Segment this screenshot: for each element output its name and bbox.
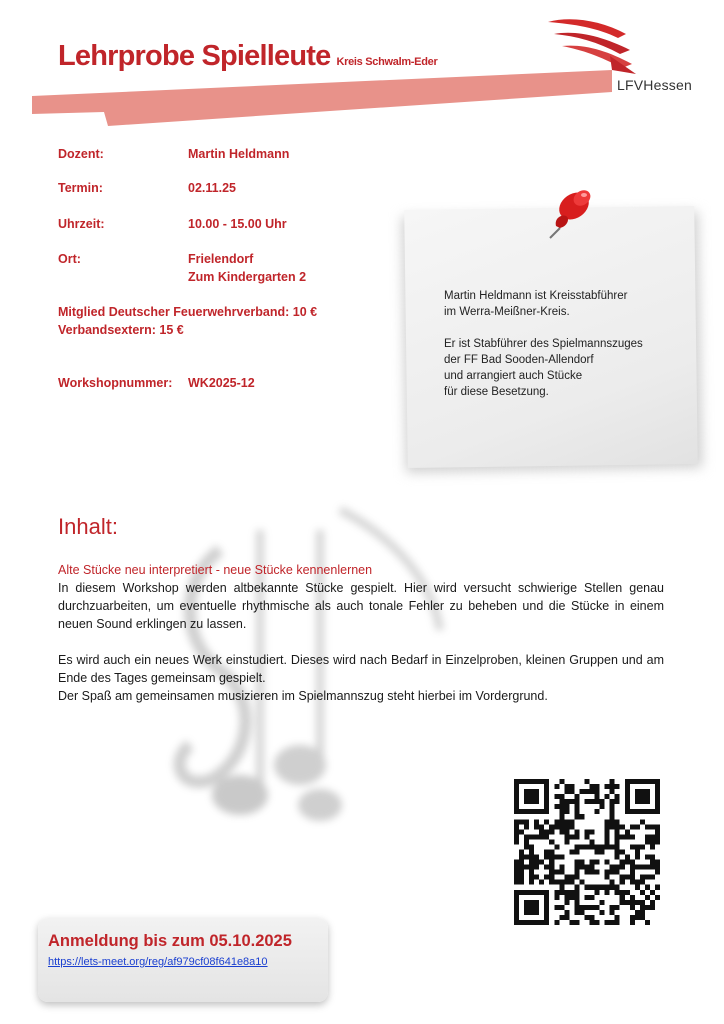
content-body (58, 561, 664, 705)
note-line: im Werra-Meißner-Kreis. (444, 306, 570, 318)
dozent-label: Dozent: (58, 147, 104, 161)
lfv-hessen-logo (540, 14, 640, 76)
note-line: und arrangiert auch Stücke (444, 370, 583, 382)
content-lead: Alte Stücke neu interpretiert - neue Stücke kennenlernen (58, 563, 373, 577)
content-paragraph-3: Der Spaß am gemeinsamen musizieren im Spielmannszug steht hierbei im Vordergrund. (58, 689, 548, 703)
price-member: Mitglied Deutscher Feuerwehrverband: 10 € (58, 305, 318, 319)
page-subtitle: Kreis Schwalm-Eder (336, 56, 438, 68)
registration-title: Anmeldung bis zum 05.10.2025 (48, 932, 292, 950)
dozent-value: Martin Heldmann (188, 147, 290, 161)
title-text: Lehrprobe Spielleute (58, 40, 331, 72)
note-line: Er ist Stabführer des Spielmannszuges (444, 338, 643, 350)
note-text (444, 288, 684, 416)
price-external: Verbandsextern: 15 € (58, 323, 184, 337)
note-paragraph-2 (444, 336, 684, 400)
note-paragraph-1 (444, 288, 684, 320)
uhrzeit-value: 10.00 - 15.00 Uhr (188, 217, 287, 231)
pushpin-icon (544, 184, 604, 240)
registration-link[interactable]: https://lets-meet.org/reg/af979cf08f641e8a10 (48, 956, 268, 968)
note-line: Martin Heldmann ist Kreisstabführer (444, 290, 628, 302)
qr-code[interactable] (514, 779, 660, 925)
page-title (58, 40, 437, 73)
workshop-value: WK2025-12 (188, 376, 255, 390)
termin-value: 02.11.25 (188, 181, 236, 195)
content-paragraph-1: In diesem Workshop werden altbekannte Stücke gespielt. Hier wird versucht schwierige Stellen genau durchzuarbeiten, um eventuelle rhythmische als auch tonale Fehler zu beheben und die Stücke in einem neuen Sound erklingen zu lassen. (58, 581, 664, 631)
content-paragraph-2: Es wird auch ein neues Werk einstudiert. Dieses wird nach Bedarf in Einzelproben, kleinen Gruppen und am Ende des Tages gemeinsam gespielt. (58, 653, 664, 685)
logo-text: LFVHessen (617, 77, 692, 93)
note-line: der FF Bad Sooden-Allendorf (444, 354, 594, 366)
ort-line2: Zum Kindergarten 2 (188, 270, 307, 284)
note-line: für diese Besetzung. (444, 386, 549, 398)
uhrzeit-label: Uhrzeit: (58, 217, 105, 231)
spacer (58, 633, 664, 651)
ort-label: Ort: (58, 252, 81, 266)
ort-line1: Frielendorf (188, 252, 254, 266)
section-heading: Inhalt: (58, 514, 118, 539)
termin-label: Termin: (58, 181, 103, 195)
workshop-label: Workshopnummer: (58, 376, 173, 390)
